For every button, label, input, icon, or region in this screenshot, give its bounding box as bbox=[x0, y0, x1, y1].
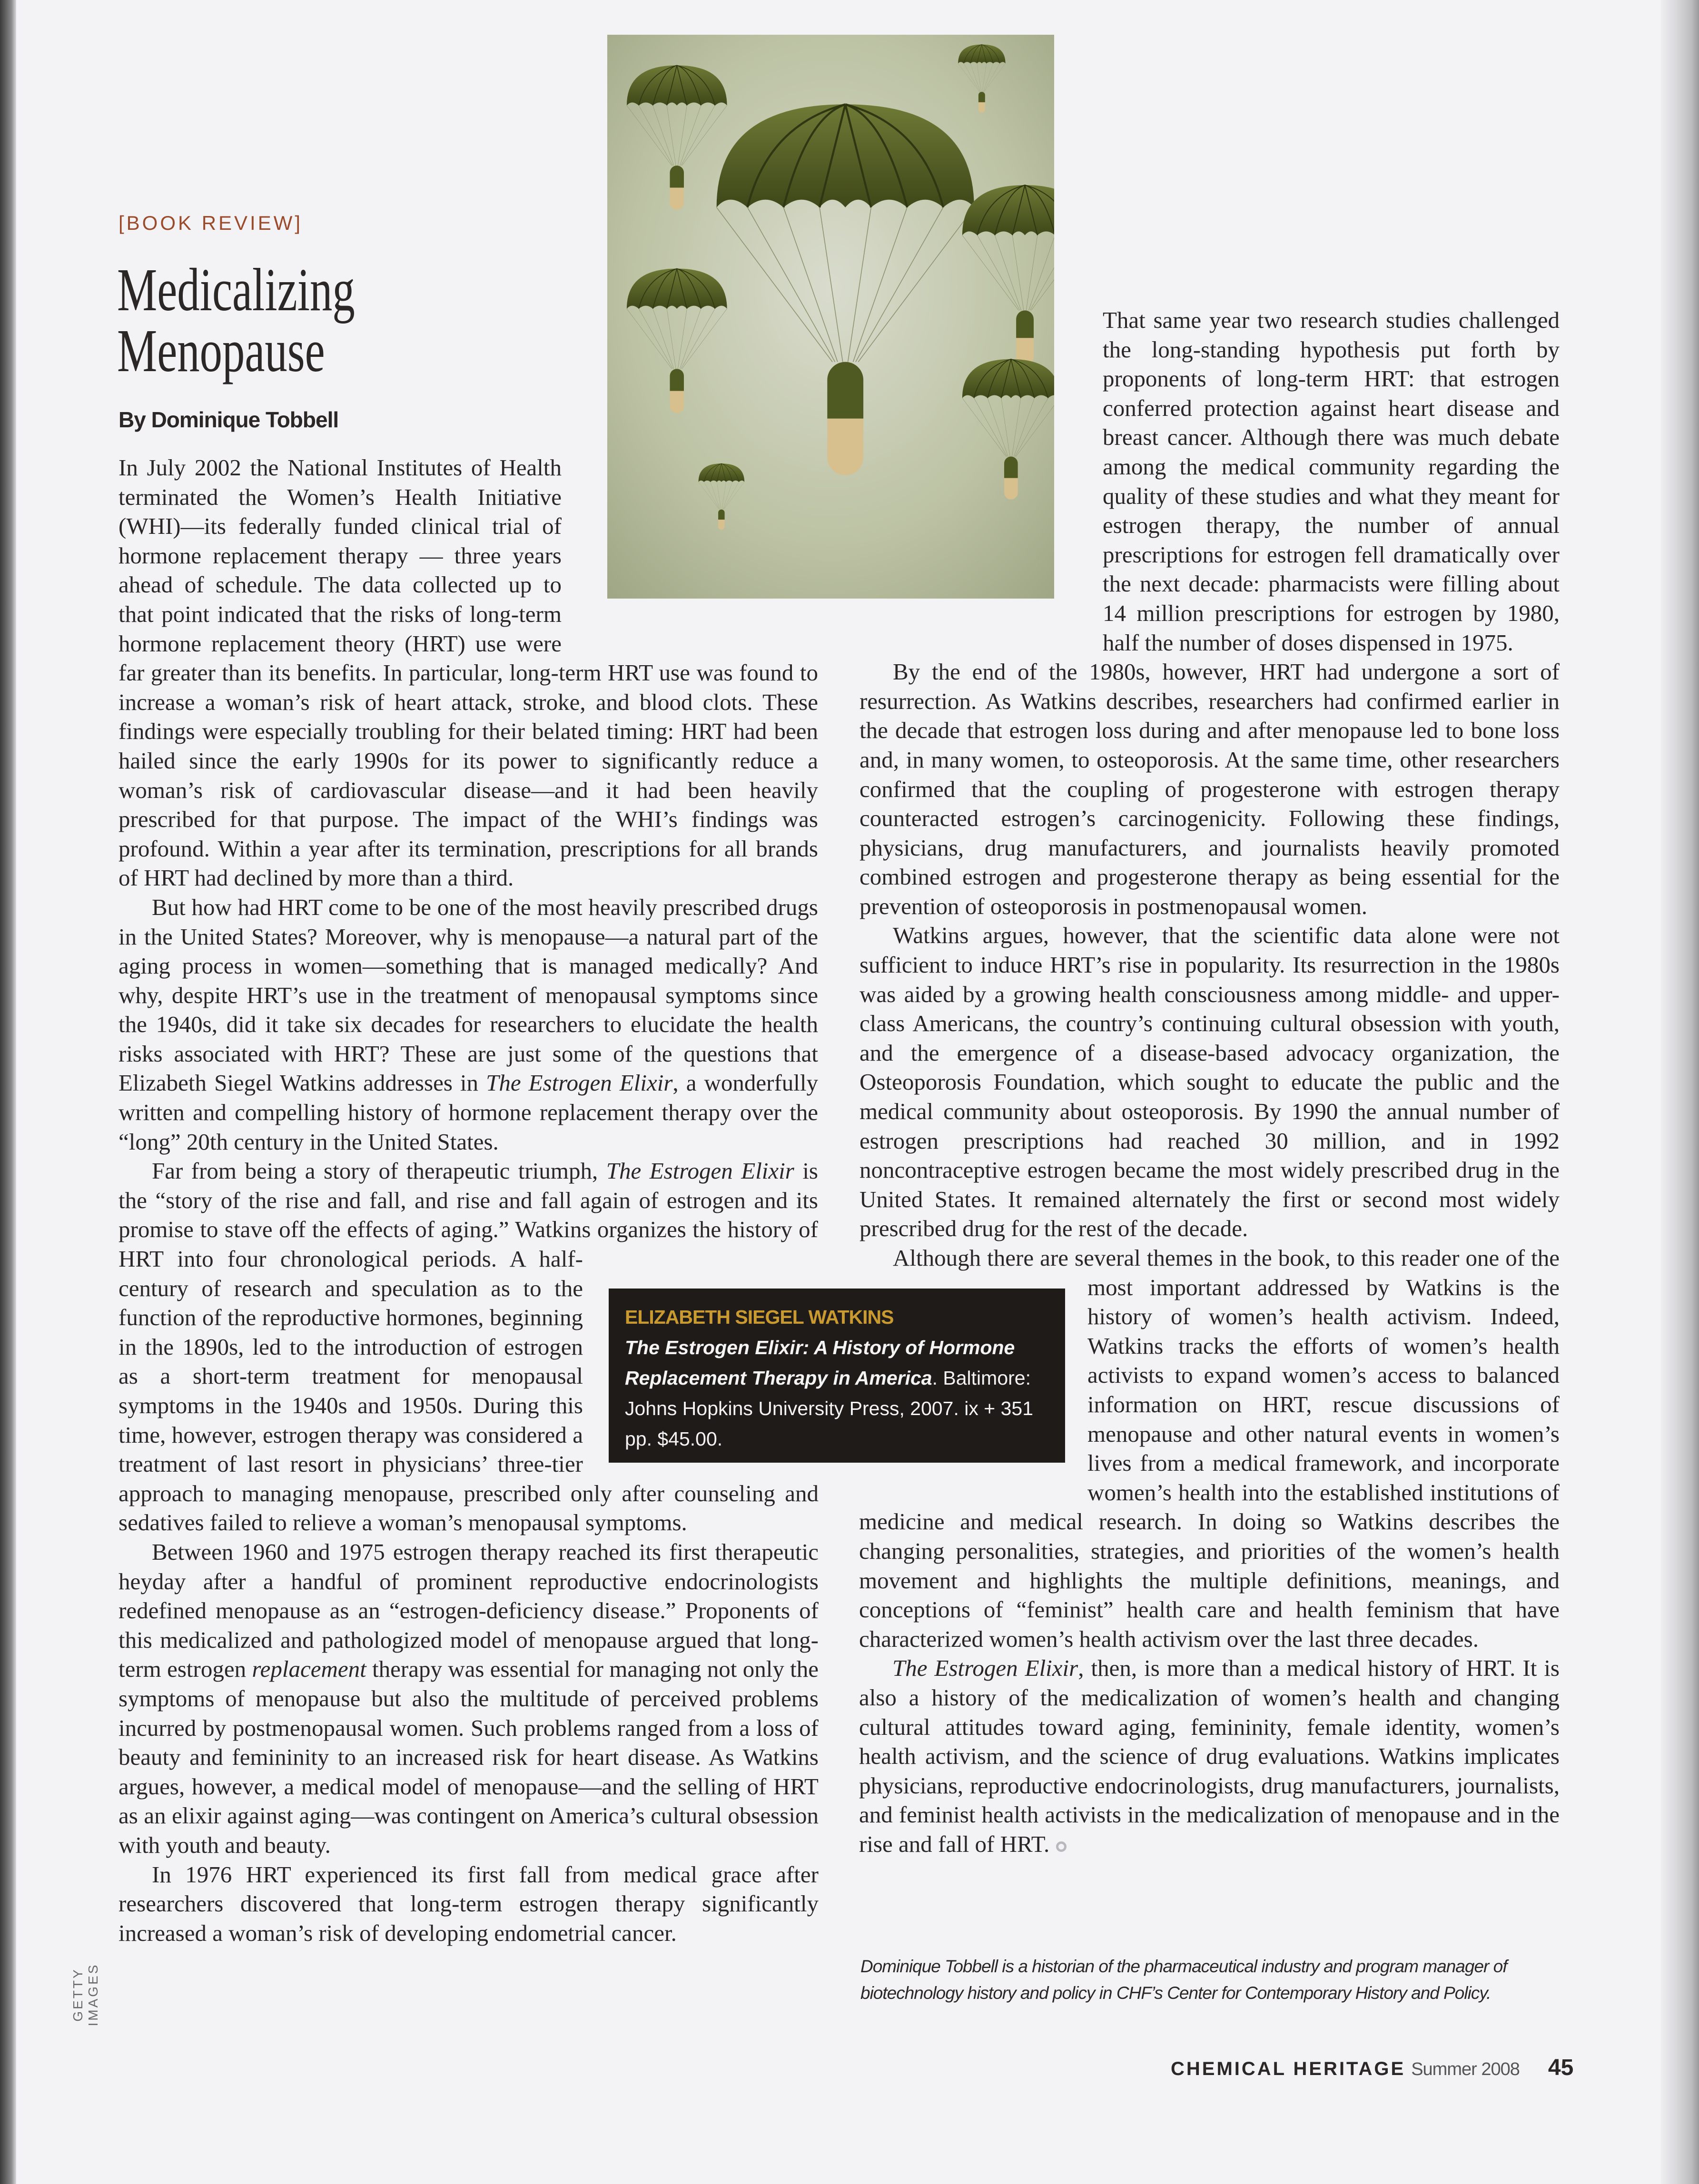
text-run: therapy was essential for managing not only the symptoms of menopause but also the multitude of perceived problems incurred by postmenopausal women. Such problems ranged from a loss of beauty and femininity to an increased risk for heart disease. As Watkins argues, however, a medical model of menopause—and the selling of HRT as an elixir against aging—was contingent on America’s cultural obsession with youth and beauty. bbox=[119, 1656, 819, 1858]
right-text-column bbox=[859, 305, 1560, 1859]
end-mark-icon bbox=[1056, 1841, 1067, 1852]
magazine-name: CHEMICAL HERITAGE bbox=[1171, 2058, 1406, 2079]
text-run: In 1976 HRT experienced its first fall from medical grace after researchers discovered that long-term estrogen therapy significantly increased a woman’s risk of developing endometrial cancer. bbox=[119, 1861, 819, 1946]
paragraph bbox=[119, 1537, 819, 1860]
author-bio: Dominique Tobbell is a historian of the pharmaceutical industry and program manager of biotechnology history and policy in CHF’s Center for Contemporary History and Policy. bbox=[860, 1957, 1507, 2003]
text-run: In July 2002 the National Institutes of Health terminated the Women’s Health Initiative (WHI)—its federally funded clinical trial of hormone replacement therapy — three years ahead of schedule. The data collected up to that point indicated that the risks of long-term hormone replacement theory (HRT) use were far greater than its benefits. In particular, long-term HRT use was found to increase a woman’s risk of heart attack, stroke, and blood clots. These findings were especially troubling for their belated timing: HRT had been hailed since the early 1990s for its power to significantly reduce a woman’s risk of cardiovascular disease—and it had been heavily prescribed for that purpose. The impact of the WHI’s findings was profound. Within a year after its termination, prescriptions for all brands of HRT had declined by more than a third. bbox=[119, 454, 818, 891]
text-run: Although there are several themes in the book, to this reader one of the most important addressed by Watkins is the history of women’s health activism. Indeed, Watkins tracks the efforts of women’s health activists to expand women’s access to balanced information on HRT, rescue discussions of menopause and other natural events in women’s lives from a medical framework, and incorporate women’s health into the established institutions of medicine and medical research. In doing so Watkins describes the changing personalities, strategies, and priorities of the women’s health movement and highlights the multiple definitions, meanings, and conceptions of “feminist” health care and health feminism that have characterized women’s health activism over the last three decades. bbox=[859, 1245, 1560, 1652]
page-binding-shadow bbox=[0, 0, 16, 2184]
paragraph bbox=[119, 1860, 819, 1948]
italic-text: The Estrogen Elixir bbox=[892, 1655, 1078, 1682]
page-footer bbox=[1171, 2055, 1573, 2081]
paragraph bbox=[859, 1653, 1560, 1859]
text-run: By the end of the 1980s, however, HRT had undergone a sort of resurrection. As Watkins describes, researchers had confirmed earlier in the decade that estrogen loss during and after menopause led to bone loss and, in many women, to osteoporosis. At the same time, other researchers confirmed that the coupling of progesterone with estrogen therapy counteracted estrogen’s carcinogenicity. Following these findings, physicians, drug manufacturers, and journalists heavily promoted combined estrogen and progesterone therapy as being essential for the prevention of osteoporosis in postmenopausal women. bbox=[859, 659, 1560, 919]
text-run: Far from being a story of therapeutic triumph, bbox=[152, 1158, 606, 1184]
article-title bbox=[117, 256, 355, 384]
title-line-2: Menopause bbox=[117, 317, 325, 384]
italic-text: The Estrogen Elixir bbox=[486, 1070, 673, 1096]
page-edge-shadow bbox=[1661, 0, 1699, 2184]
paragraph bbox=[119, 893, 819, 1156]
text-run: , a wonderfully written and compelling history of hormone replacement therapy over the “long” 20th century in the United States. bbox=[119, 1070, 818, 1155]
book-title: The Estrogen Elixir: A History of Hormone Replacement Therapy in America bbox=[625, 1337, 1015, 1389]
photo-credit: GETTY IMAGES bbox=[70, 1963, 100, 2027]
paragraph bbox=[859, 657, 1560, 921]
text-run: That same year two research studies challenged the long-standing hypothesis put forth by proponents of long-term HRT: that estrogen conferred protection against heart disease and breast cancer. Although there was much debate among the medical community regarding the quality of these studies and what they meant for estrogen therapy, the number of annual prescriptions for estrogen fell dramatically over the next decade: pharmacists were filling about 14 million prescriptions for estrogen by 1980, half the number of doses dispensed in 1975. bbox=[1103, 307, 1560, 656]
italic-text: replacement bbox=[252, 1656, 366, 1682]
book-author: ELIZABETH SIEGEL WATKINS bbox=[625, 1306, 894, 1328]
text-run: is the “story of the rise and fall, and rise and fall again of estrogen and its promise to stave off the effects of aging.” Watkins organizes the history of HRT into four chronological periods. A half-century of research and speculation as to the function of the reproductive hormones, beginning in the 1890s, led to the introduction of estrogen as a short-term treatment for menopausal symptoms in the 1940s and 1950s. During this time, however, estrogen therapy was considered a treatment of last resort in physicians’ three-tier approach to managing menopause, prescribed only after counseling and sedatives failed to relieve a woman’s menopausal symptoms. bbox=[119, 1158, 819, 1536]
italic-text: The Estrogen Elixir bbox=[606, 1158, 794, 1184]
text-run: , then, is more than a medical history of HRT. It is also a history of the medicalization of women’s health and changing cultural attitudes toward aging, femininity, female identity, women’s health activism, and the science of drug evaluations. Watkins implicates physicians, reproductive endocrinologists, drug manufacturers, journalists, and feminist health activists in the medicalization of menopause and in the rise and fall of HRT. bbox=[859, 1655, 1560, 1857]
book-info-box bbox=[609, 1289, 1065, 1463]
issue-date: Summer 2008 bbox=[1411, 2059, 1520, 2079]
title-line-1: Medicalizing bbox=[117, 256, 355, 324]
paragraph bbox=[859, 921, 1560, 1243]
text-run: But how had HRT come to be one of the most heavily prescribed drugs in the United States? Moreover, why is menopause—a natural part of the aging process in women—something that is managed medically? And why, despite HRT’s use in the treatment of menopausal symptoms since the 1940s, did it take six decades for researchers to elucidate the health risks associated with HRT? These are just some of the questions that Elizabeth Siegel Watkins addresses in bbox=[119, 894, 818, 1096]
text-run: Between 1960 and 1975 estrogen therapy reached its first therapeutic heyday after a handful of prominent reproductive endocrinologists redefined menopause as an “estrogen-deficiency disease.” Proponents of this medicalized and pathologized model of menopause argued that long-term estrogen bbox=[119, 1538, 819, 1682]
page-number: 45 bbox=[1548, 2055, 1574, 2080]
byline: By Dominique Tobbell bbox=[119, 407, 339, 432]
section-kicker: [BOOK REVIEW] bbox=[119, 212, 303, 234]
book-citation bbox=[625, 1332, 1049, 1454]
text-run: Watkins argues, however, that the scientific data alone were not sufficient to induce HRT’s rise in popularity. Its resurrection in the 1980s was aided by a growing health consciousness among middle- and upper-class Americans, the country’s continuing cultural obsession with youth, and the emergence of a disease-based advocacy organization, the Osteoporosis Foundation, which sought to educate the public and the medical community about osteoporosis. By 1990 the annual number of estrogen prescriptions had reached 30 million, and in 1992 noncontraceptive estrogen became the most widely prescribed drug in the United States. It remained alternately the first or second most widely prescribed drug for the rest of the decade. bbox=[859, 922, 1560, 1242]
left-text-column bbox=[119, 453, 819, 1948]
book-publication-details: . Baltimore: Johns Hopkins University Press, 2007. ix + 351 pp. $45.00. bbox=[625, 1367, 1033, 1450]
